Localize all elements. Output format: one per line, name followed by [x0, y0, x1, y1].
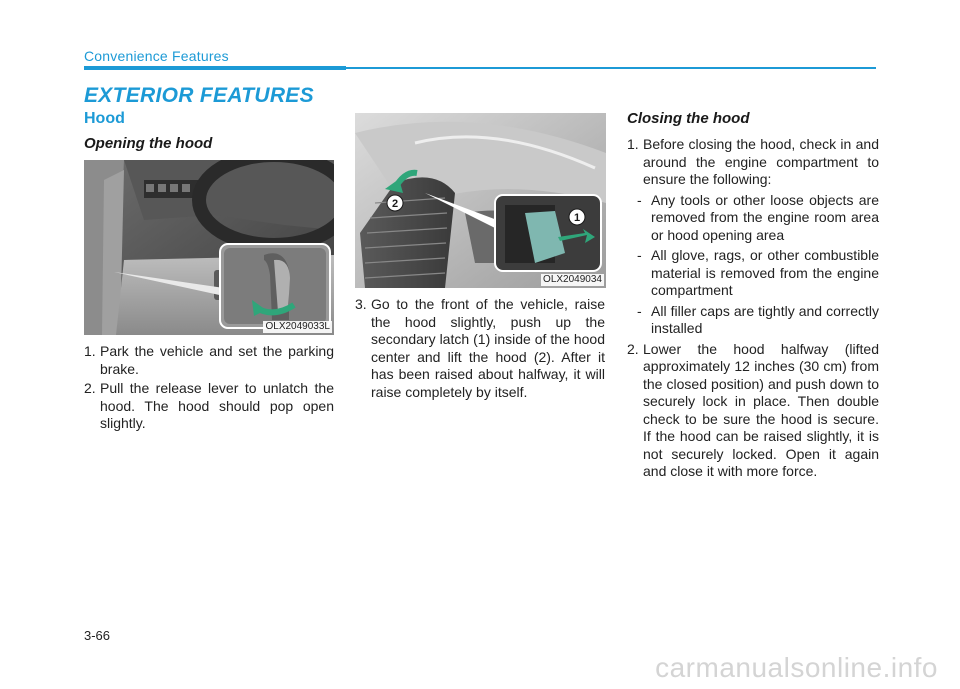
step-item	[84, 380, 334, 433]
step-number: 1.	[84, 343, 96, 359]
right-steps	[627, 136, 879, 481]
heading-closing-the-hood: Closing the hood	[627, 110, 750, 127]
step-item	[627, 341, 879, 481]
step-item	[627, 136, 879, 189]
hood-latch-illustration	[355, 113, 606, 288]
interior-lever-image	[84, 160, 334, 335]
bullet-text: All filler caps are tightly and correctly installed	[651, 302, 879, 336]
hood-latch-image	[355, 113, 606, 288]
header-rule-thick	[84, 66, 346, 70]
bullet-text: All glove, rags, or other combustible material is removed from the engine compartment	[651, 247, 879, 298]
subheading-hood: Hood	[84, 110, 125, 127]
step-number: 2.	[84, 380, 96, 396]
step-number: 2.	[627, 340, 639, 357]
step-text: Pull the release lever to unlatch the hood. The hood should pop open slightly.	[100, 380, 334, 431]
interior-lever-illustration	[84, 160, 334, 335]
middle-steps	[355, 296, 605, 401]
step-item	[355, 296, 605, 401]
header-rule-thin	[346, 67, 876, 69]
section-label: Convenience Features	[84, 48, 229, 64]
image-caption-left: OLX2049033L	[265, 321, 330, 332]
callout-2: 2	[391, 198, 399, 210]
left-steps	[84, 343, 334, 433]
step-text: Lower the hood halfway (lifted approximately 12 inches (30 cm) from the closed position) and push down to securely lock in place. Then double check to be sure the hood is secure. If the hood can be raised slightly, it is not securely locked. Open it again and close it with more force.	[643, 340, 879, 479]
step-text: Park the vehicle and set the parking brake.	[100, 343, 334, 377]
chapter-title: EXTERIOR FEATURES	[84, 84, 314, 107]
step-number: 1.	[627, 136, 639, 152]
image-caption-middle: OLX2049034	[543, 274, 602, 285]
watermark: carmanualsonline.info	[655, 652, 938, 683]
bullet-item: - All glove, rags, or other combustible material is removed from the engine compartment	[637, 247, 879, 298]
bullet-item: - Any tools or other loose objects are removed from the engine room area or hood opening area	[637, 191, 879, 243]
callout-1: 1	[573, 212, 581, 224]
bullet-item: - All filler caps are tightly and correctly installed	[637, 302, 879, 336]
step-text: Before closing the hood, check in and around the engine compartment to ensure the following:	[643, 136, 879, 187]
bullet-text: Any tools or other loose objects are removed from the engine room area or hood opening area	[651, 191, 879, 243]
heading-opening-the-hood: Opening the hood	[84, 135, 213, 152]
step-item	[84, 343, 334, 378]
page-number: 3-66	[84, 628, 111, 643]
step-number: 3.	[355, 296, 367, 312]
step-text: Go to the front of the vehicle, raise the hood slightly, push up the secondary latch (1) inside of the hood center and lift the hood (2). After it has been raised about halfway, it will raise completely by itself.	[371, 296, 605, 400]
